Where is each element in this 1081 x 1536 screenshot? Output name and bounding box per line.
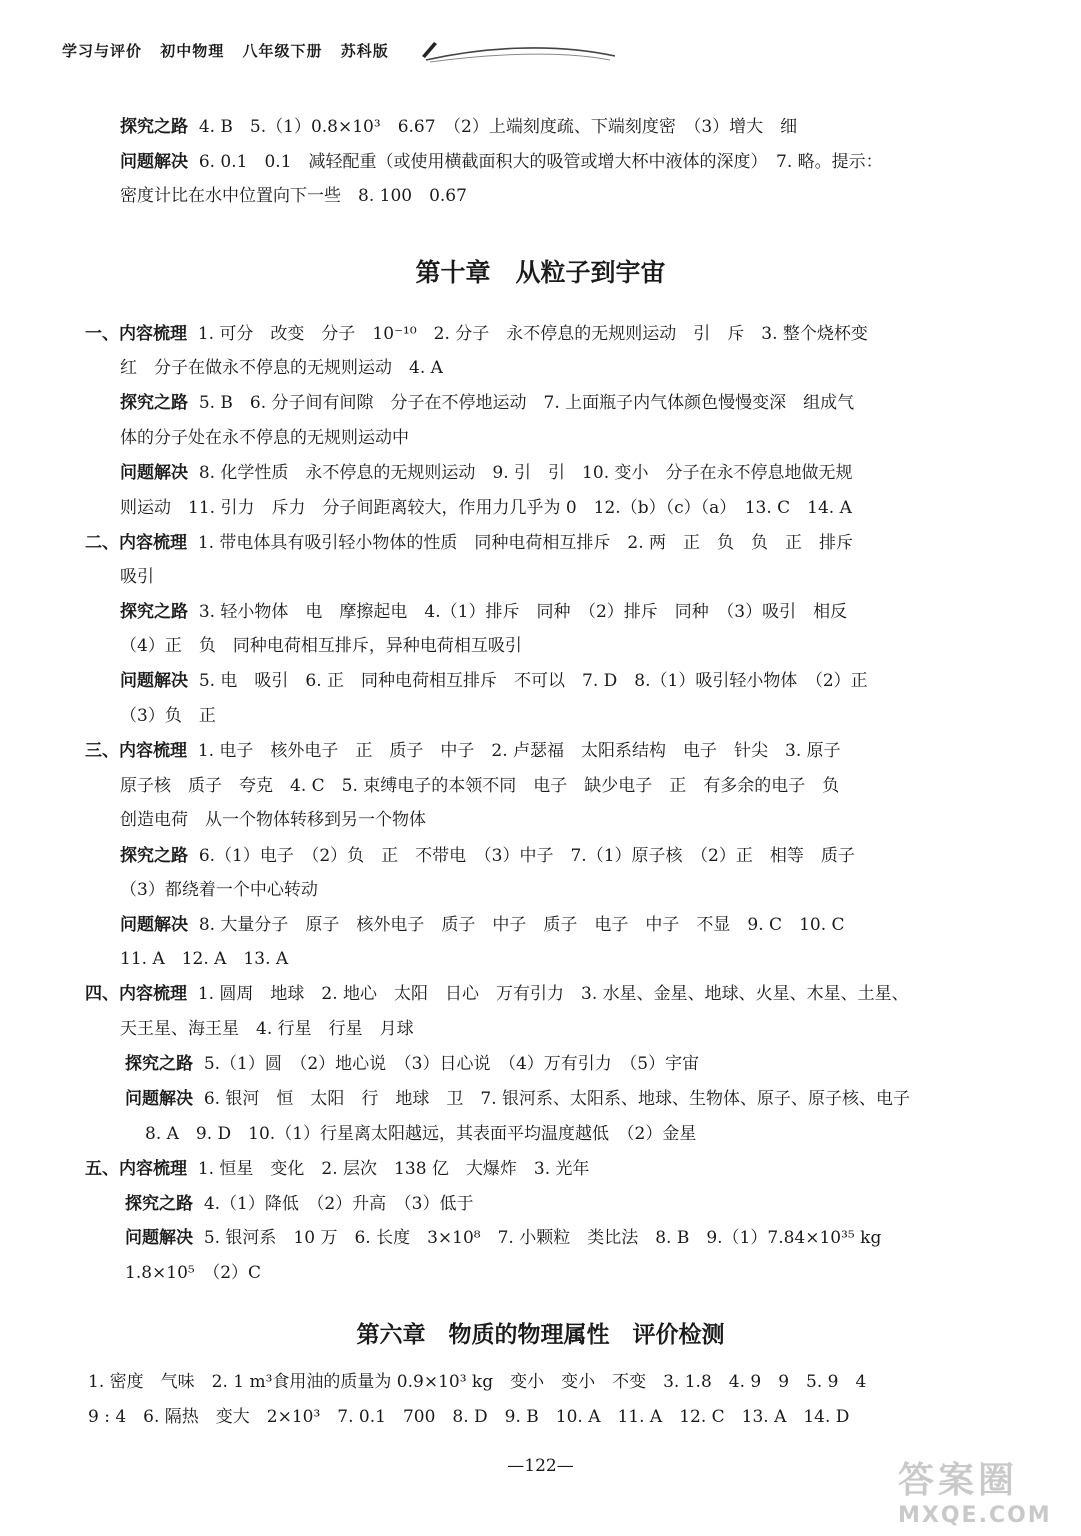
- s2-line-4: [120, 634, 522, 658]
- s5-line-3: [125, 1226, 881, 1250]
- answer-text: 5.（1）圆 （2）地心说 （3）日心说 （4）万有引力 （5）宇宙: [203, 1054, 700, 1074]
- answer-text: 11. A 12. A 13. A: [120, 949, 289, 969]
- section-label: 问题解决: [120, 671, 188, 691]
- section-label: 探究之路: [120, 117, 188, 137]
- s3-line-5: [120, 878, 318, 902]
- answer-text: 体的分子处在永不停息的无规则运动中: [120, 428, 409, 448]
- answer-text: 吸引: [120, 567, 154, 587]
- answer-text: 1. 圆周 地球 2. 地心 太阳 日心 万有引力 3. 水星、金星、地球、火星、木星、土星、: [197, 984, 909, 1004]
- section-label: 三、内容梳理: [85, 741, 187, 761]
- section-label: 问题解决: [120, 463, 188, 483]
- answer-text: 1. 电子 核外电子 正 质子 中子 2. 卢瑟福 太阳系结构 电子 针尖 3. 原子: [197, 741, 841, 761]
- answer-text: 6.（1）电子 （2）负 正 不带电 （3）中子 7.（1）原子核 （2）正 相等 质子: [198, 846, 855, 866]
- answer-text: 1. 可分 改变 分子 10⁻¹⁰ 2. 分子 永不停息的无规则运动 引 斥 3. 整个烧杯变: [197, 324, 868, 344]
- s1-line-5: [120, 461, 853, 485]
- s4-line-2: [120, 1017, 414, 1041]
- s4-line-4: [125, 1087, 910, 1111]
- answer-text: 5. 电 吸引 6. 正 同种电荷相互排斥 不可以 7. D 8.（1）吸引轻小物体 （2）正: [198, 671, 868, 691]
- answer-text: 9 : 4 6. 隔热 变大 2×10³ 7. 0.1 700 8. D 9. B 10. A 11. A 12. C 13. A 14. D: [88, 1407, 850, 1427]
- answer-text: 天王星、海王星 4. 行星 行星 月球: [120, 1019, 414, 1039]
- s2-line-2: [120, 565, 154, 589]
- answer-text: 1.8×10⁵ （2）C: [125, 1263, 262, 1283]
- s2-line-1: [85, 531, 853, 555]
- answer-text: 6. 0.1 0.1 减轻配重（或使用横截面积大的吸管或增大杯中液体的深度） 7. 略。提示：: [198, 152, 883, 172]
- s2-line-6: [120, 704, 216, 728]
- answer-text: 4.（1）降低 （2）升高 （3）低于: [203, 1194, 474, 1214]
- section-label: 探究之路: [120, 602, 188, 622]
- answer-text: 密度计比在水中位置向下一些 8. 100 0.67: [120, 186, 467, 206]
- s2-line-5: [120, 669, 868, 693]
- section-label: 探究之路: [125, 1194, 193, 1214]
- answer-text: 3. 轻小物体 电 摩擦起电 4.（1）排斥 同种 （2）排斥 同种 （3）吸引 相反: [198, 602, 848, 622]
- s1-line-1: [85, 322, 868, 346]
- s3-line-2: [120, 774, 839, 798]
- s4-line-5: [145, 1122, 696, 1146]
- c6-line-2: [88, 1405, 849, 1429]
- answer-text: 创造电荷 从一个物体转移到另一个物体: [120, 810, 426, 830]
- s4-line-3: [125, 1052, 699, 1076]
- s1-line-3: [120, 391, 854, 415]
- answer-text: 1. 密度 气味 2. 1 m³食用油的质量为 0.9×10³ kg 变小 变小 不变 3. 1.8 4. 9 9 5. 9 4: [88, 1372, 867, 1392]
- watermark-main: 答案圈: [898, 1460, 1019, 1501]
- watermark: [898, 1452, 1068, 1528]
- s1-line-6: [120, 496, 852, 520]
- answer-text: 8. 大量分子 原子 核外电子 质子 中子 质子 电子 中子 不显 9. C 10. C: [198, 915, 845, 935]
- chapter-title: 第六章 物质的物理属性 评价检测: [356, 1322, 725, 1348]
- c6-line-1: [88, 1370, 866, 1394]
- s5-line-1: [85, 1157, 590, 1181]
- answer-text: 1. 带电体具有吸引轻小物体的性质 同种电荷相互排斥 2. 两 正 负 负 正 排斥: [197, 533, 854, 553]
- header-edition: 苏科版: [340, 42, 389, 60]
- answer-text: 则运动 11. 引力 斥力 分子间距离较大，作用力几乎为 0 12.（b）（c）（a） 13. C 14. A: [120, 498, 852, 518]
- section-label: 问题解决: [125, 1228, 193, 1248]
- watermark-site: MXQE.COM: [898, 1503, 1052, 1528]
- answer-text: （4）正 负 同种电荷相互排斥，异种电荷相互吸引: [120, 636, 522, 656]
- answer-text: （3）负 正: [120, 706, 216, 726]
- top-line-1: [120, 115, 797, 139]
- s5-line-4: [125, 1261, 261, 1285]
- s4-line-1: [85, 982, 909, 1006]
- page-number: —122—: [507, 1456, 574, 1476]
- answer-text: 8. A 9. D 10.（1）行星离太阳越远，其表面平均温度越低 （2）金星: [145, 1124, 697, 1144]
- section-label: 一、内容梳理: [85, 324, 187, 344]
- s1-line-2: [120, 356, 443, 380]
- section-label: 四、内容梳理: [85, 984, 187, 1004]
- s3-line-7: [120, 947, 288, 971]
- header-series: 学习与评价: [62, 42, 143, 60]
- s2-line-3: [120, 600, 847, 624]
- s3-line-6: [120, 913, 845, 937]
- answer-text: 红 分子在做永不停息的无规则运动 4. A: [120, 358, 443, 378]
- section-label: 问题解决: [125, 1089, 193, 1109]
- answer-text: 8. 化学性质 永不停息的无规则运动 9. 引 引 10. 变小 分子在永不停息地做无规: [198, 463, 853, 483]
- section-label: 问题解决: [120, 152, 188, 172]
- header-grade: 八年级下册: [242, 42, 323, 60]
- answer-text: 4. B 5.（1）0.8×10³ 6.67 （2）上端刻度疏、下端刻度密 （3）增大 细: [198, 117, 798, 137]
- section-label: 二、内容梳理: [85, 533, 187, 553]
- s1-line-4: [120, 426, 409, 450]
- top-line-3: [120, 184, 467, 208]
- section-label: 探究之路: [125, 1054, 193, 1074]
- answer-text: 5. 银河系 10 万 6. 长度 3×10⁸ 7. 小颗粒 类比法 8. B 9.（1）7.84×10³⁵ kg: [203, 1228, 882, 1248]
- section-label: 问题解决: [120, 915, 188, 935]
- chapter-title: 第十章 从粒子到宇宙: [415, 258, 666, 287]
- section-label: 五、内容梳理: [85, 1159, 187, 1179]
- pen-swoosh-icon: [330, 34, 620, 66]
- answer-text: 原子核 质子 夸克 4. C 5. 束缚电子的本领不同 电子 缺少电子 正 有多余的电子 负: [120, 776, 840, 796]
- s3-line-1: [85, 739, 841, 763]
- section-label: 探究之路: [120, 393, 188, 413]
- answer-text: 6. 银河 恒 太阳 行 地球 卫 7. 银河系、太阳系、地球、生物体、原子、原子核、电子: [203, 1089, 911, 1109]
- s3-line-4: [120, 844, 855, 868]
- answer-text: 5. B 6. 分子间有间隙 分子在不停地运动 7. 上面瓶子内气体颜色慢慢变深 组成气: [198, 393, 855, 413]
- section-label: 探究之路: [120, 846, 188, 866]
- top-line-2: [120, 150, 883, 174]
- header-subject: 初中物理: [160, 42, 225, 60]
- s3-line-3: [120, 808, 426, 832]
- answer-text: 1. 恒星 变化 2. 层次 138 亿 大爆炸 3. 光年: [197, 1159, 590, 1179]
- answer-text: （3）都绕着一个中心转动: [120, 880, 318, 900]
- s5-line-2: [125, 1192, 473, 1216]
